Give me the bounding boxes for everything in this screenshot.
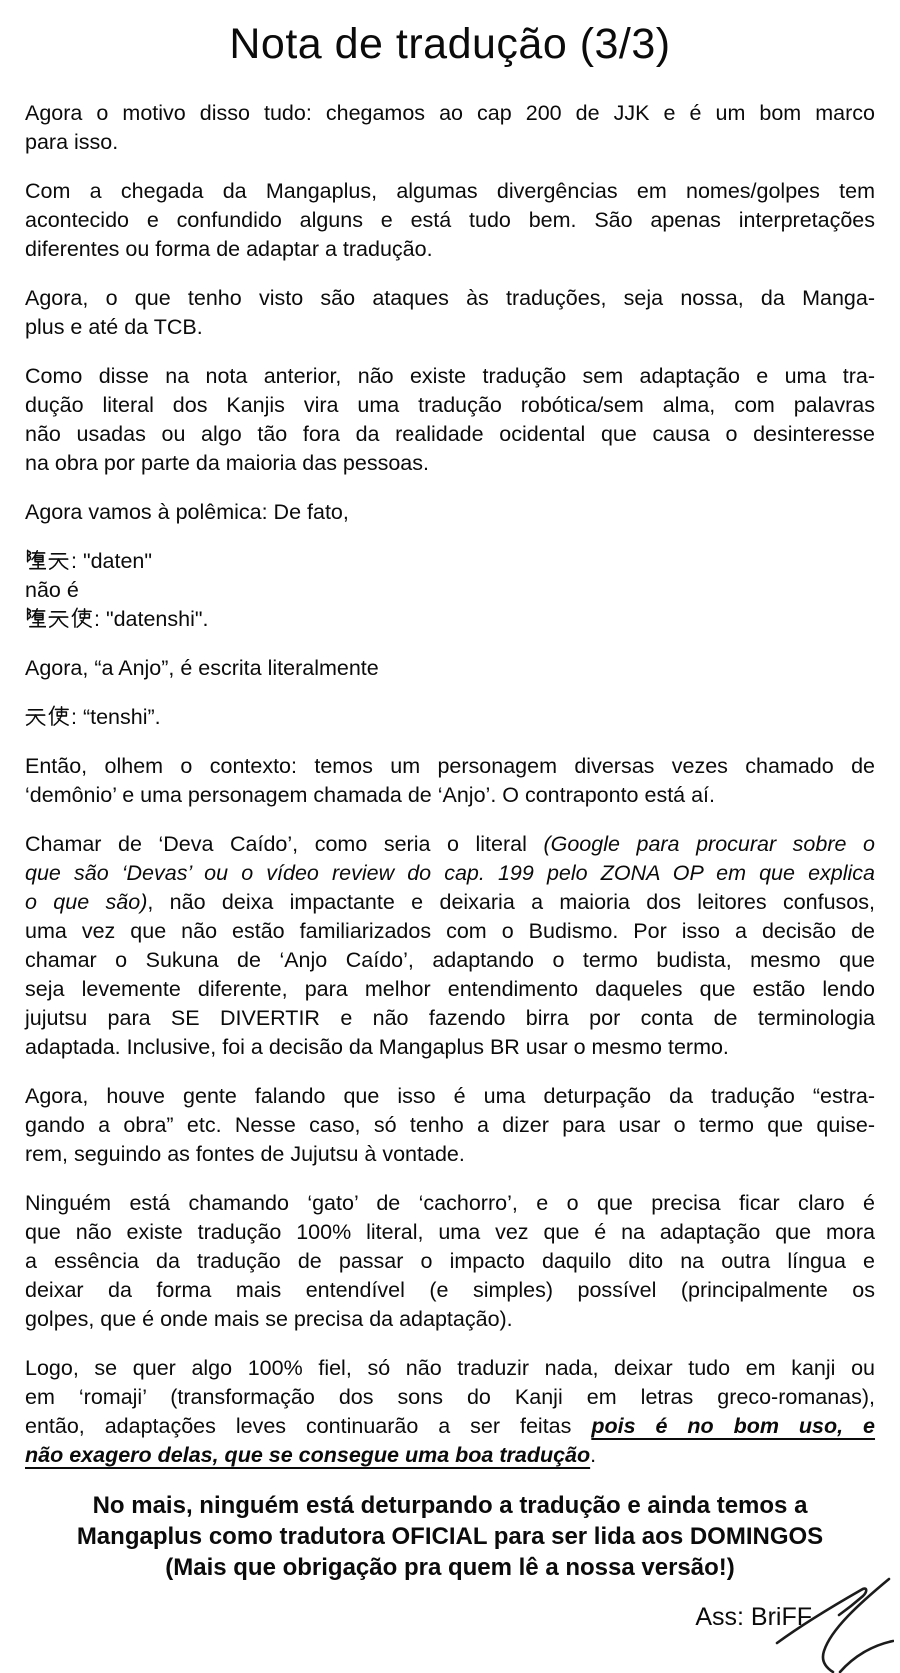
paragraph [25,498,875,527]
signature: Ass: BriFF [695,1603,812,1631]
kanji-glyph [48,705,69,726]
paragraph [25,752,875,810]
text-line: em ‘romaji’ (transformação dos sons do Kanji em letras greco-romanas), [25,1385,875,1409]
text-line: Agora o motivo disso tudo: chegamos ao cap 200 de JJK e é um bom marco [25,101,875,125]
paragraph [25,284,875,342]
page-title: Nota de tradução (3/3) [229,20,671,68]
text-line: uma vez que não estão familiarizados com o Budismo. Por isso a decisão de [25,919,875,943]
text-line: (Mais que obrigação pra quem lê a nossa versão!) [165,1554,735,1581]
text-line: golpes, que é onde mais se precisa da adaptação). [25,1307,513,1331]
kanji-glyph [71,607,92,628]
text-line: : "datenshi". [25,605,875,634]
text-line: gando a obra” etc. Nesse caso, só tenho a dizer para usar o termo que quise- [25,1113,875,1137]
text-line: deixar da forma mais entendível (e simples) possível (principalmente os [25,1278,875,1302]
paragraph [25,362,875,478]
text-line: não usadas ou algo tão fora da realidade ocidental que causa o desinteresse [25,422,875,446]
text-line: a essência da tradução de passar o impacto daquilo dito na outra língua e [25,1249,875,1273]
text-line: na obra por parte da maioria das pessoas. [25,451,429,475]
text-line: dução literal dos Kanjis vira uma tradução robótica/sem alma, com palavras [25,393,875,417]
text-line: Mangaplus como tradutora OFICIAL para ser lida aos DOMINGOS [76,1523,824,1550]
paragraph [25,177,875,264]
text-line: Ninguém está chamando ‘gato’ de ‘cachorro’, e o que precisa ficar claro é [25,1191,875,1215]
kanji-glyph [48,607,69,628]
paragraph [25,99,875,157]
text-line: : “tenshi”. [25,703,875,732]
kanji-glyph [25,705,46,726]
text-line: Logo, se quer algo 100% fiel, só não traduzir nada, deixar tudo em kanji ou [25,1356,875,1380]
kanji-text [25,549,71,573]
paragraph [25,1354,875,1470]
text-line: seja levemente diferente, para melhor entendimento daqueles que estão lendo [25,977,875,1001]
text-line: Como disse na nota anterior, não existe tradução sem adaptação e uma tra- [25,364,875,388]
text-line: que não existe tradução 100% literal, uma vez que é na adaptação que mora [25,1220,875,1244]
kanji-glyph [25,607,46,628]
signature-scribble-icon [719,1555,894,1673]
paragraph [25,1082,875,1169]
paragraph [25,1189,875,1334]
text-line: Com a chegada da Mangaplus, algumas divergências em nomes/golpes tem [25,179,875,203]
text-line: então, adaptações leves continuarão a ser feitas pois é no bom uso, e [25,1414,876,1438]
text-line: Agora vamos à polêmica: De fato, [25,500,349,524]
kanji-text [25,607,94,631]
text-line: diferentes ou forma de adaptar a tradução. [25,237,433,261]
paragraph [25,703,875,732]
kanji-glyph [25,549,46,570]
text-line: Chamar de ‘Deva Caído’, como seria o literal (Google para procurar sobre o [25,832,875,856]
text-line: Agora, o que tenho visto são ataques às traduções, seja nossa, da Manga- [25,286,875,310]
paragraph [25,654,875,683]
text-line: chamar o Sukuna de ‘Anjo Caído’, adaptando o termo budista, mesmo que [25,948,875,972]
text-line: não exagero delas, que se consegue uma boa tradução. [25,1443,597,1467]
text-line: ‘demônio’ e uma personagem chamada de ‘Anjo’. O contraponto está aí. [25,783,716,807]
text-line: não é [25,578,79,602]
paragraph [25,547,875,634]
paragraph [25,830,875,1062]
kanji-text [25,705,71,729]
text-line: para isso. [25,130,119,154]
text-line: jujutsu para SE DIVERTIR e não fazendo birra por conta de terminologia [25,1006,875,1030]
text-line: No mais, ninguém está deturpando a tradução e ainda temos a [92,1492,808,1519]
text-line: o que são), não deixa impactante e deixaria a maioria dos leitores confusos, [25,890,875,914]
text-line: rem, seguindo as fontes de Jujutsu à vontade. [25,1142,465,1166]
text-line: Agora, “a Anjo”, é escrita literalmente [25,656,379,680]
text-line: acontecido e confundido alguns e está tudo bem. São apenas interpretações [25,208,875,232]
text-line: plus e até da TCB. [25,315,203,339]
kanji-glyph [48,549,69,570]
document-body [0,69,900,1583]
text-line: adaptada. Inclusive, foi a decisão da Mangaplus BR usar o mesmo termo. [25,1035,729,1059]
text-line: que são ‘Devas’ ou o vídeo review do cap. 199 pelo ZONA OP em que explica [25,861,875,885]
text-line: Então, olhem o contexto: temos um personagem diversas vezes chamado de [25,754,875,778]
text-line: : "daten" [25,547,875,576]
text-line: Agora, houve gente falando que isso é uma deturpação da tradução “estra- [25,1084,875,1108]
